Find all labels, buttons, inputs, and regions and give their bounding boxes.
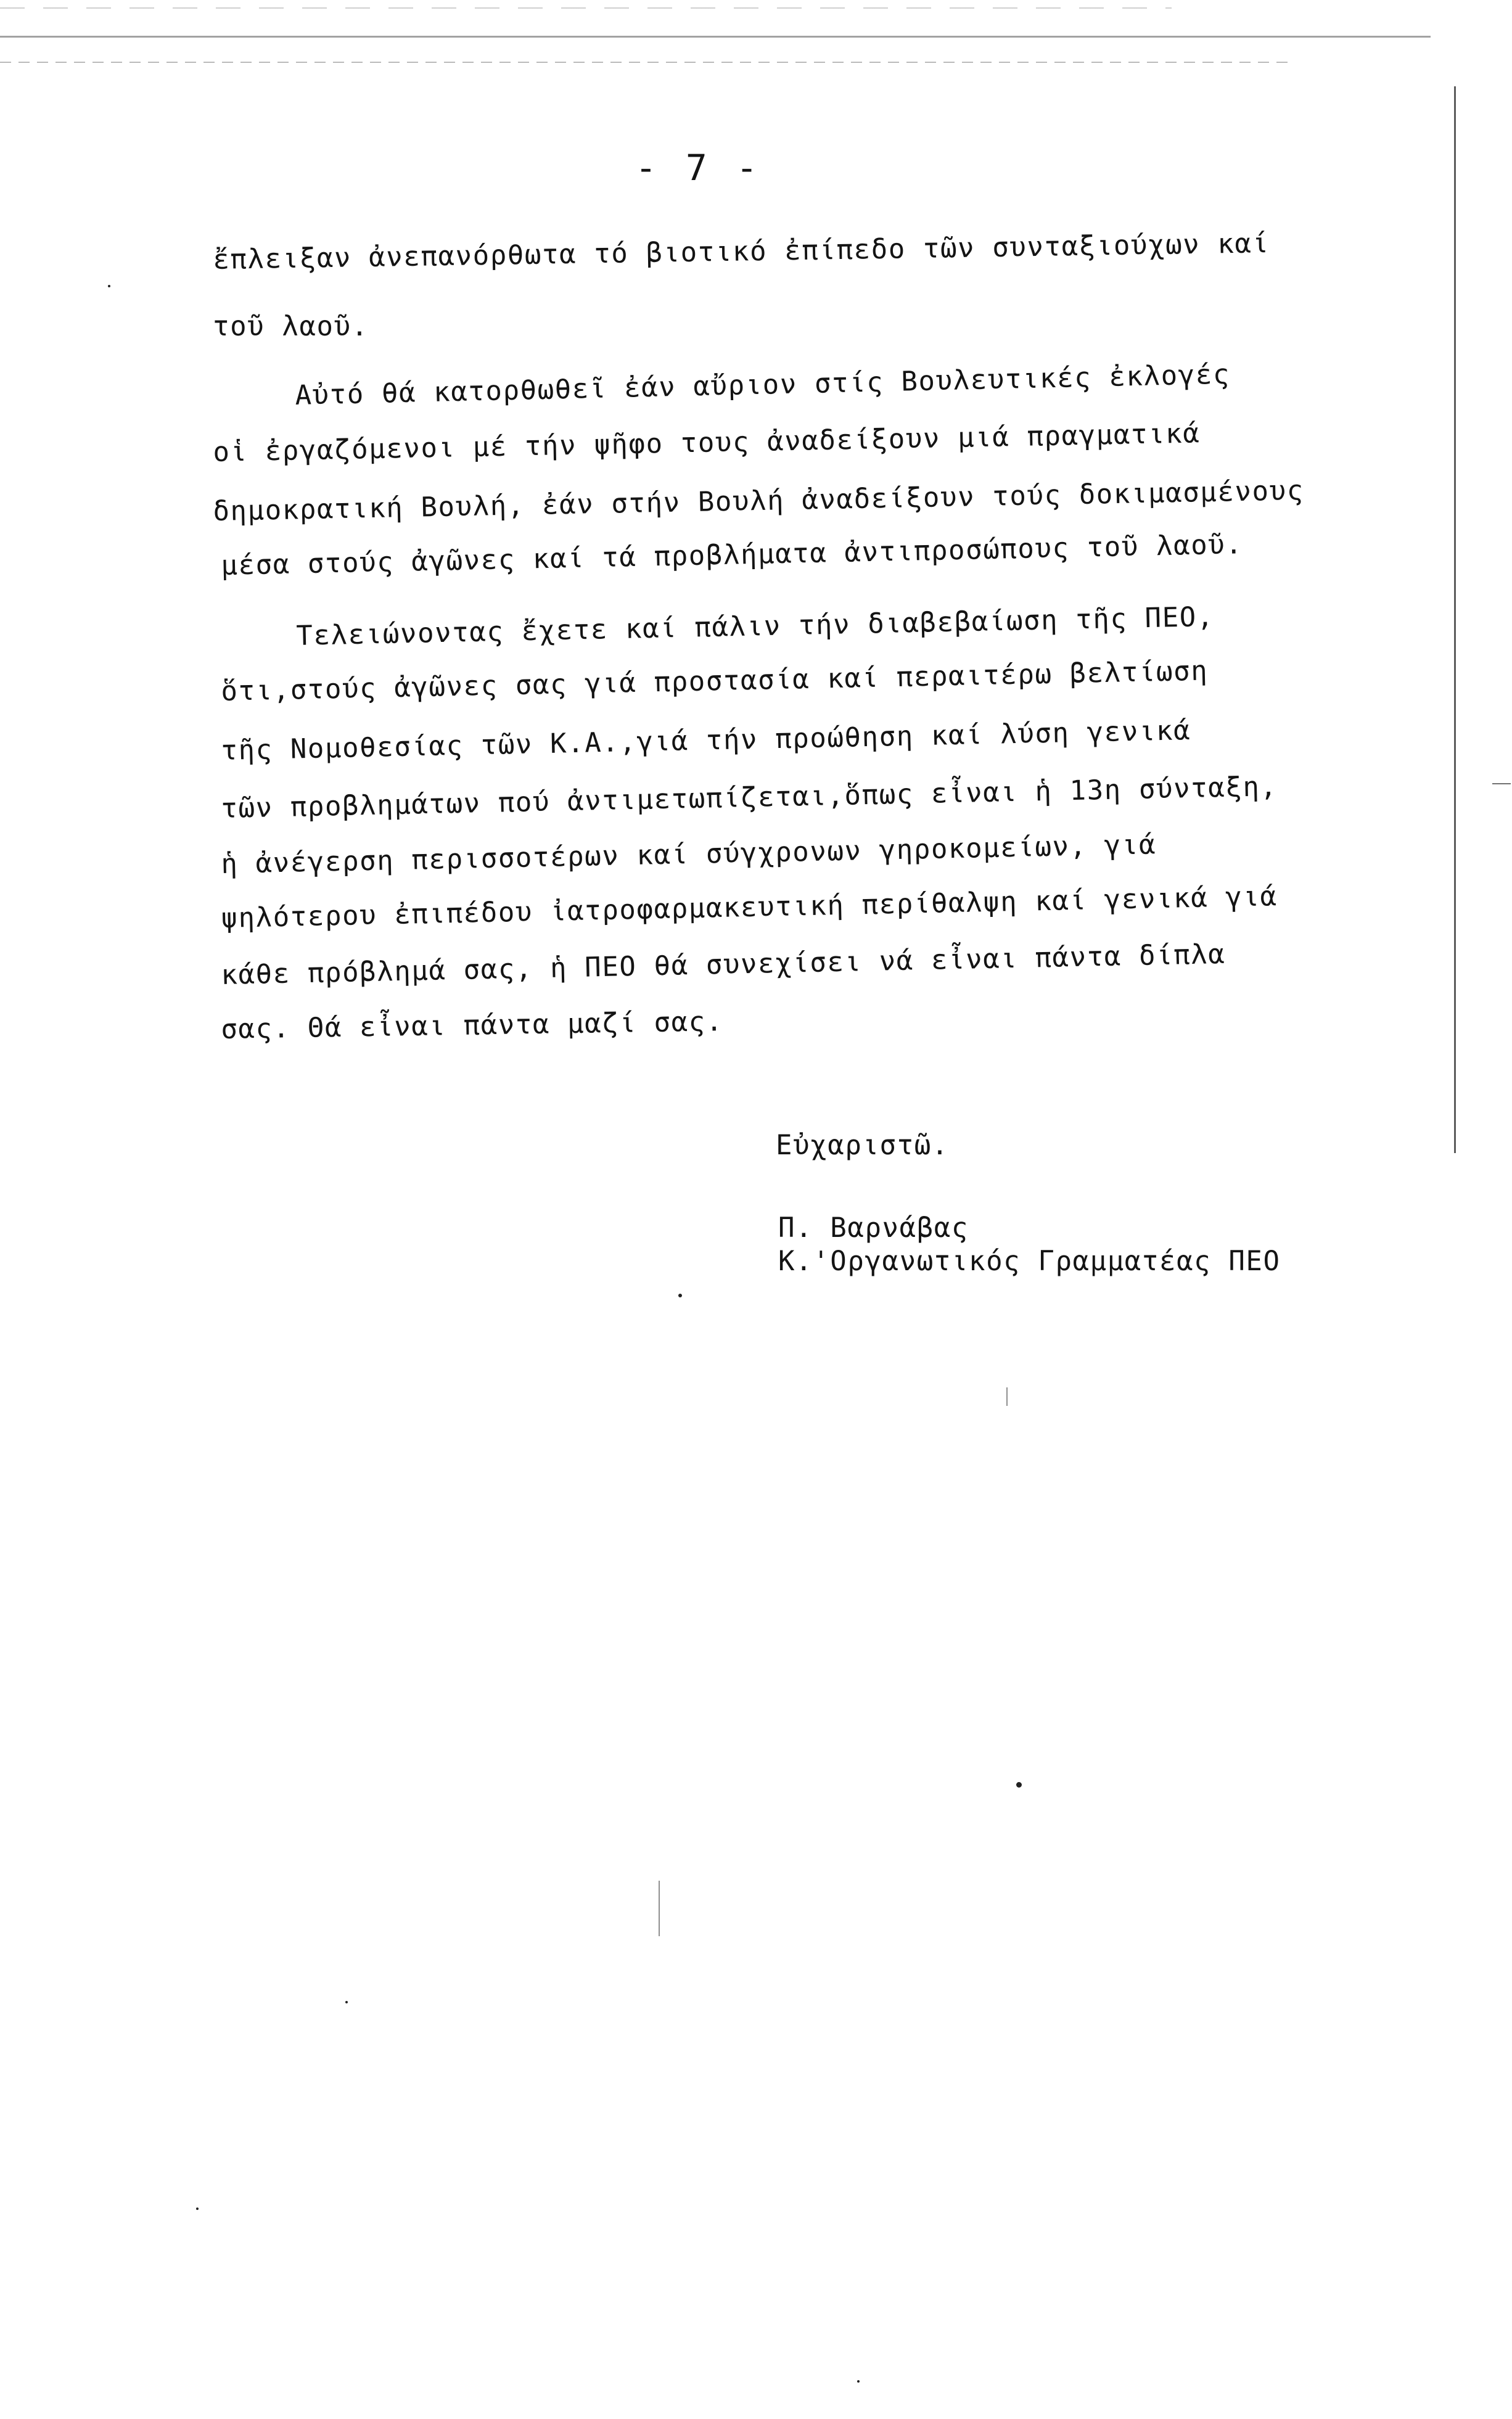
body-text-line: δημοκρατική Βουλή, ἐάν στήν Βουλή ἀναδείξουν τούς δοκιμασμένους: [212, 475, 1305, 527]
body-text-line: μέσα στούς ἀγῶνες καί τά προβλήματα ἀντιπροσώπους τοῦ λαοῦ.: [220, 528, 1243, 581]
scan-edge-mark: [1492, 783, 1511, 784]
body-text-line: οἱ ἐργαζόμενοι μέ τήν ψῆφο τους ἀναδείξουν μιά πραγματικά: [212, 417, 1201, 468]
scan-speck: [1016, 1782, 1022, 1788]
scan-speck: [196, 2207, 199, 2210]
scan-speck: [108, 285, 110, 287]
scan-speck: [678, 1294, 682, 1297]
body-text-line: τῆς Νομοθεσίας τῶν Κ.Α.,γιά τήν προώθηση καί λύση γενικά: [220, 715, 1191, 766]
signature-name: Π. Βαρνάβας: [778, 1212, 969, 1244]
scan-speck: [345, 2001, 348, 2003]
signature-title: Κ.'Οργανωτικός Γραμματέας ΠΕΟ: [778, 1246, 1281, 1277]
body-text-line: τῶν προβλημάτων πού ἀντιμετωπίζεται,ὅπως εἶναι ἡ 13η σύνταξη,: [220, 771, 1278, 824]
body-text-line: ψηλότερου ἐπιπέδου ἰατροφαρμακευτική περίθαλψη καί γενικά γιά: [220, 881, 1278, 934]
body-text-line: ἔπλειξαν ἀνεπανόρθωτα τό βιοτικό ἐπίπεδο τῶν συνταξιούχων καί: [212, 228, 1270, 276]
scan-artifact-mark: [659, 1881, 660, 1936]
scan-edge-line: [1454, 86, 1456, 1153]
body-text-line: Τελειώνοντας ἔχετε καί πάλιν τήν διαβεβαίωση τῆς ΠΕΟ,: [295, 601, 1215, 652]
scan-speck: [857, 2380, 860, 2383]
scan-artifact-mark: [1006, 1387, 1008, 1406]
body-text-line: κάθε πρόβλημά σας, ἡ ΠΕΟ θά συνεχίσει νά εἶναι πάντα δίπλα: [220, 938, 1226, 991]
body-text-line: Αὐτό θά κατορθωθεῖ ἐάν αὔριον στίς Βουλευτικές ἐκλογές: [294, 358, 1231, 411]
page-number: - 7 -: [635, 147, 762, 189]
scan-artifact-line: [0, 36, 1431, 38]
scan-artifact-line: [0, 7, 1172, 9]
body-text-line: ἡ ἀνέγερση περισσοτέρων καί σύγχρονων γηροκομείων, γιά: [220, 829, 1157, 880]
closing-text: Εὐχαριστῶ.: [776, 1130, 949, 1161]
body-text-line: σας. Θά εἶναι πάντα μαζί σας.: [220, 1006, 724, 1045]
scan-artifact-line: [0, 62, 1295, 63]
body-text-line: τοῦ λαοῦ.: [213, 311, 369, 342]
body-text-line: ὅτι,στούς ἀγῶνες σας γιά προστασία καί περαιτέρω βελτίωση: [220, 655, 1209, 707]
